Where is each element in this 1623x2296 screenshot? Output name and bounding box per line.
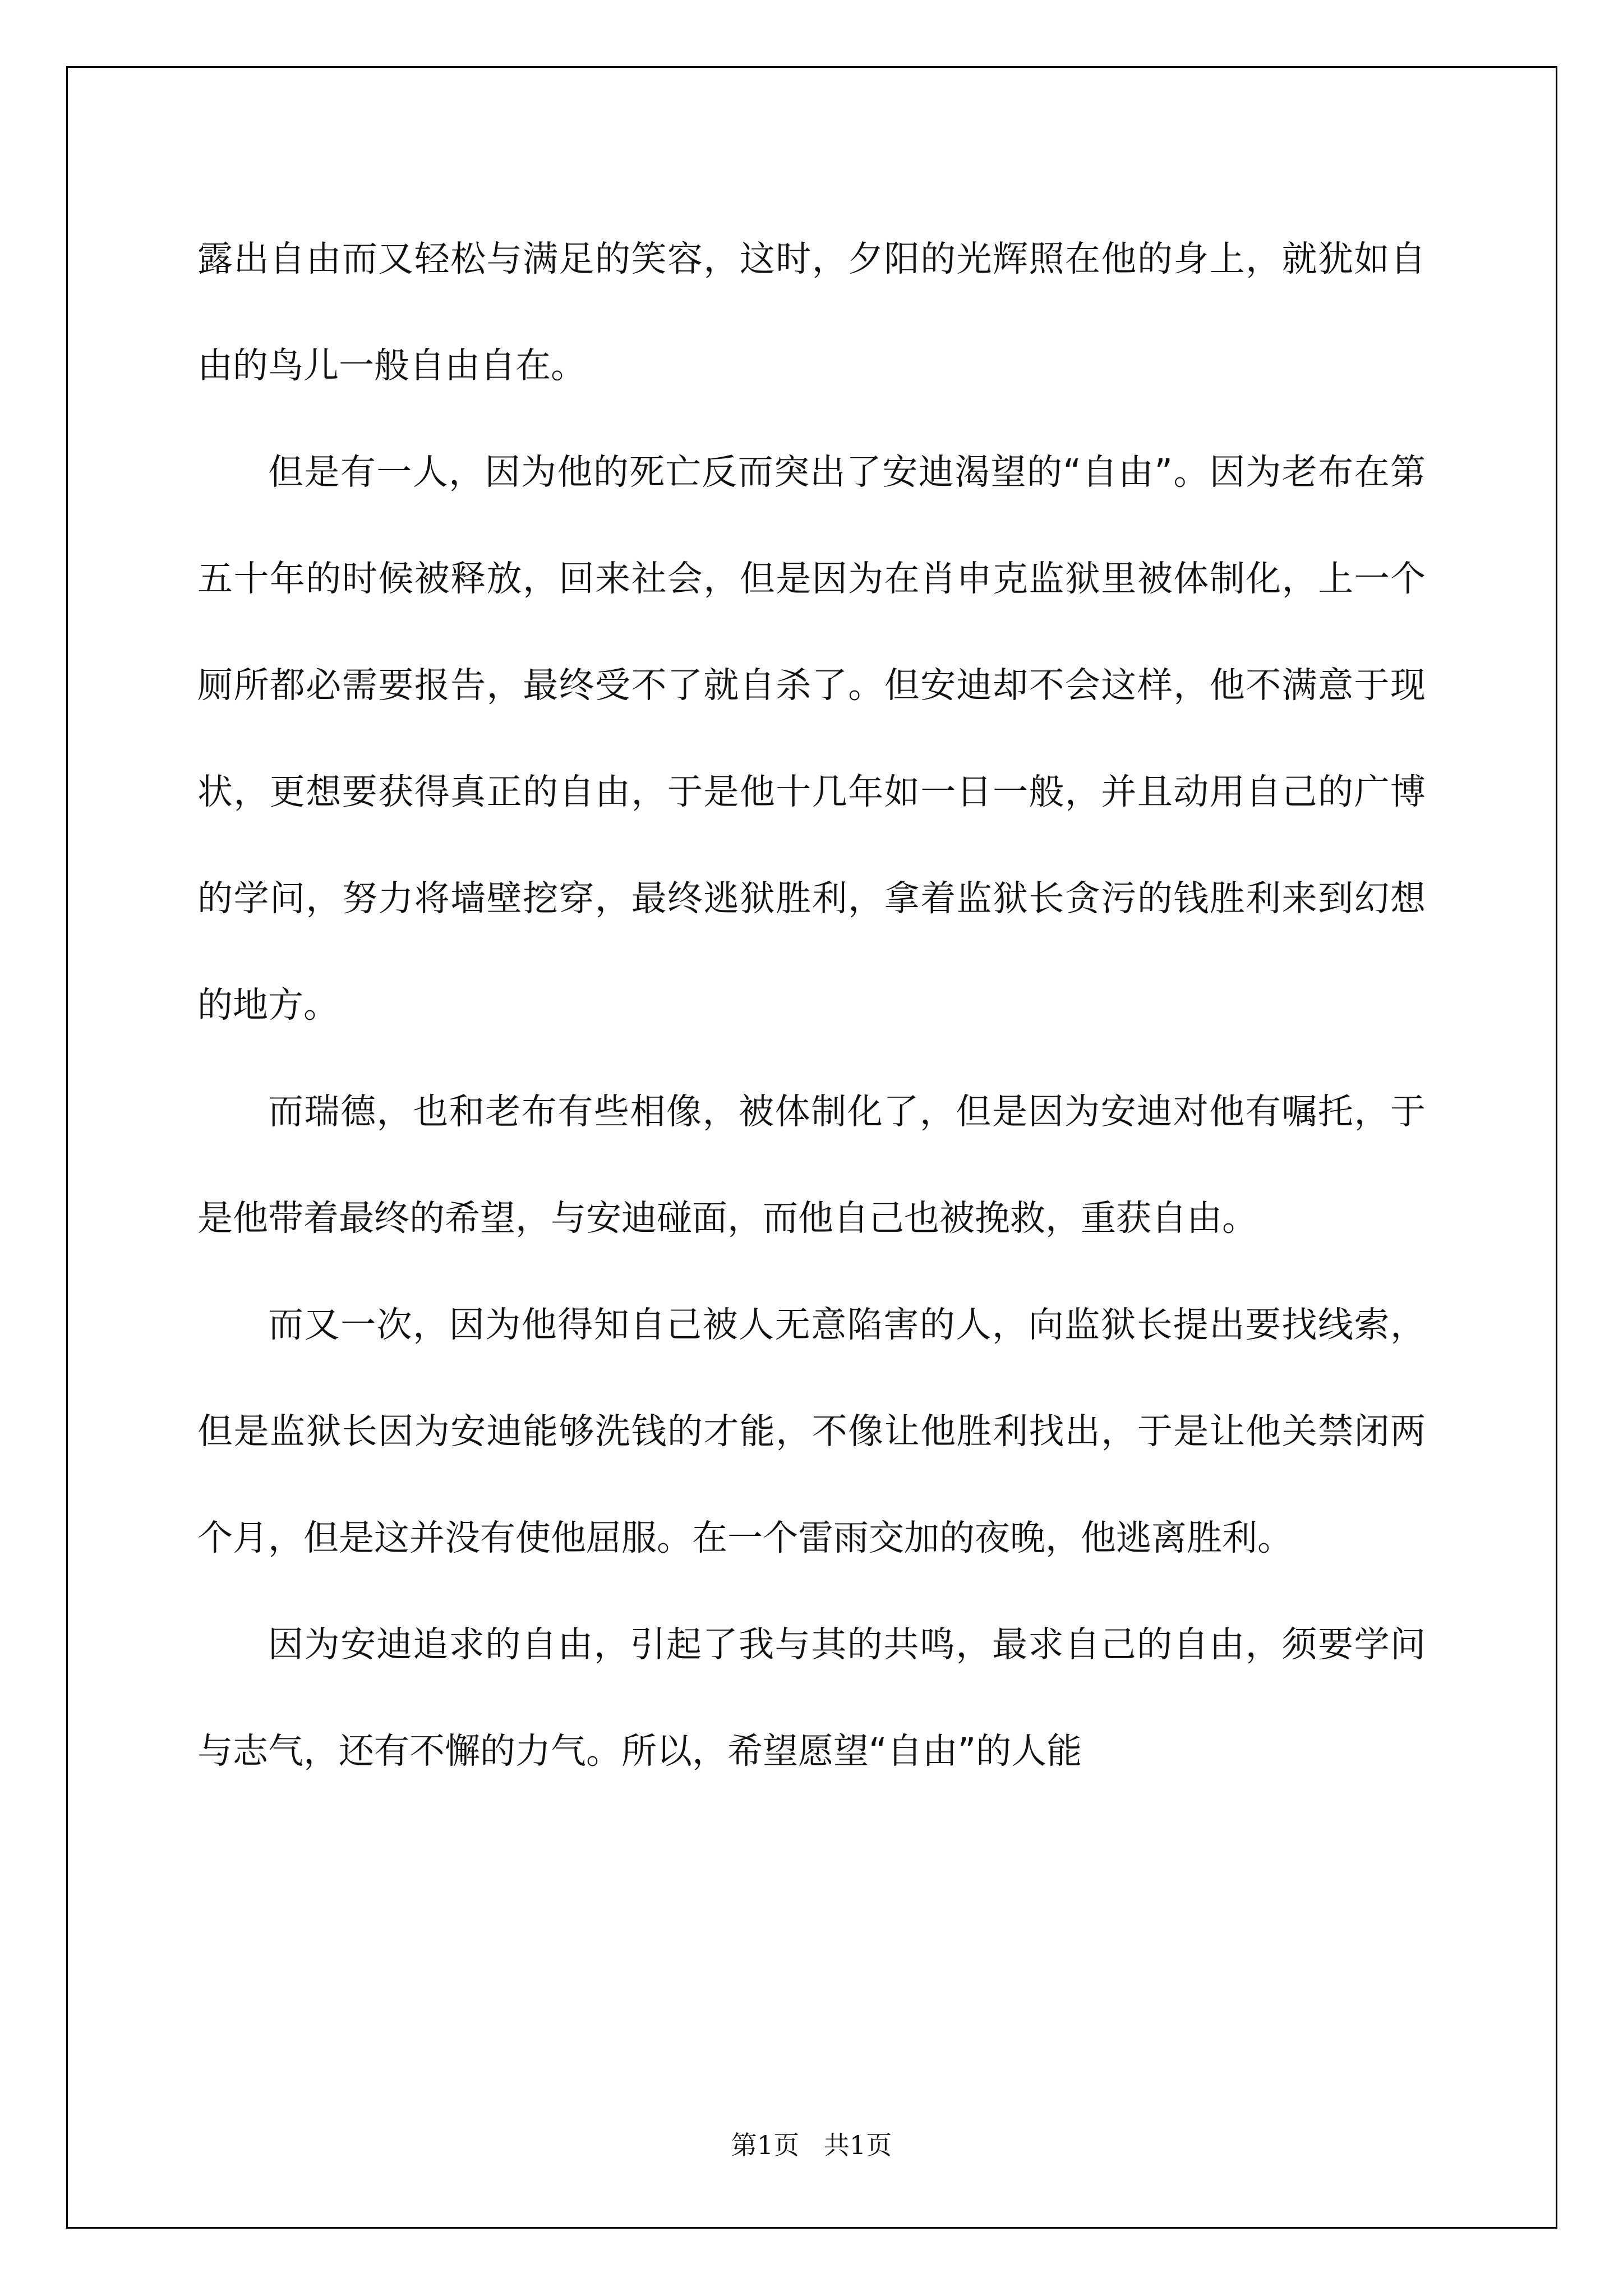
document-body <box>197 206 1426 1805</box>
paragraph-5: 因为安迪追求的自由，引起了我与其的共鸣，最求自己的自由，须要学问与志气，还有不懈的力气。所以，希望愿望“自由”的人能 <box>197 1624 1426 1772</box>
page-number-footer: 第1页 共1页 <box>731 2130 892 2160</box>
paragraph-1: 露出自由而又轻松与满足的笑容，这时，夕阳的光辉照在他的身上，就犹如自由的鸟儿一般自由自在。 <box>197 238 1426 386</box>
paragraph-3: 而瑞德，也和老布有些相像，被体制化了，但是因为安迪对他有嘱托，于是他带着最终的希望，与安迪碰面，而他自己也被挽救，重获自由。 <box>197 1091 1426 1239</box>
paragraph-2: 但是有一人，因为他的死亡反而突出了安迪渴望的“自由”。因为老布在第五十年的时候被释放，回来社会，但是因为在肖申克监狱里被体制化，上一个厕所都必需要报告，最终受不了就自杀了。但安迪却不会这样，他不满意于现状，更想要获得真正的自由，于是他十几年如一日一般，并且动用自己的广博的学问，努力将墙壁挖穿，最终逃狱胜利，拿着监狱长贪污的钱胜利来到幻想的地方。 <box>197 452 1426 1025</box>
paragraph-4: 而又一次，因为他得知自己被人无意陷害的人，向监狱长提出要找线索，但是监狱长因为安迪能够洗钱的才能，不像让他胜利找出，于是让他关禁闭两个月，但是这并没有使他屈服。在一个雷雨交加的夜晚，他逃离胜利。 <box>197 1304 1426 1558</box>
